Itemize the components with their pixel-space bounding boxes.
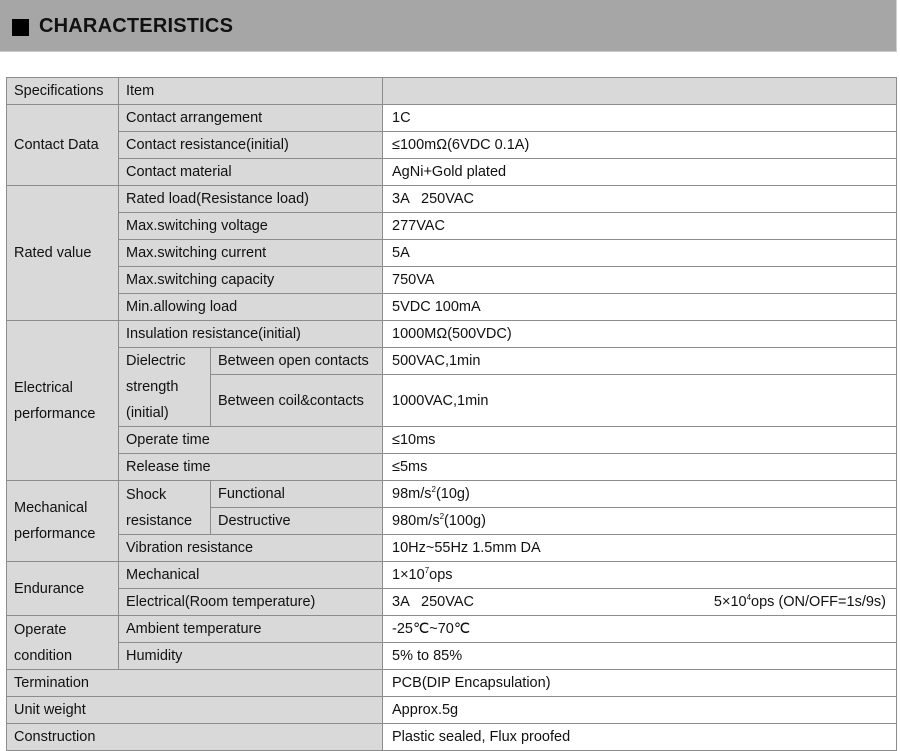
characteristics-table <box>6 77 897 751</box>
square-bullet-icon <box>12 19 29 36</box>
item-value: AgNi+Gold plated <box>383 159 897 186</box>
item-value: 500VAC,1min <box>383 348 897 375</box>
header-specifications: Specifications <box>7 78 119 105</box>
item-label: Rated load(Resistance load) <box>119 186 383 213</box>
item-label: Max.switching capacity <box>119 267 383 294</box>
group-electrical-performance <box>7 321 119 481</box>
group-line: performance <box>14 526 96 542</box>
item-label: Contact arrangement <box>119 105 383 132</box>
table-row <box>7 348 897 375</box>
section-header <box>0 0 897 52</box>
item-value: 277VAC <box>383 213 897 240</box>
item-value: 5% to 85% <box>383 643 897 670</box>
item-label: Mechanical <box>119 562 383 589</box>
table-row <box>7 294 897 321</box>
item-label: Ambient temperature <box>119 616 383 643</box>
table-header-row <box>7 78 897 105</box>
item-label: Max.switching current <box>119 240 383 267</box>
table-row <box>7 535 897 562</box>
shock-resistance-label <box>119 481 211 535</box>
label-line: Shock <box>126 486 167 503</box>
value-superscript: 7 <box>424 566 430 575</box>
item-label: Functional <box>211 481 383 508</box>
value-part: ops (ON/OFF=1s/9s) <box>751 594 886 610</box>
value-part: 98m/s <box>392 486 432 502</box>
table-row <box>7 670 897 697</box>
label-line: (initial) <box>126 405 169 421</box>
group-mechanical-performance <box>7 481 119 562</box>
group-contact-data: Contact Data <box>7 105 119 186</box>
table-row <box>7 454 897 481</box>
item-value: 5VDC 100mA <box>383 294 897 321</box>
value-part: 1×10 <box>392 567 425 583</box>
item-value <box>383 481 897 508</box>
item-value: 1000VAC,1min <box>383 375 897 427</box>
item-label: Destructive <box>211 508 383 535</box>
table-row <box>7 724 897 751</box>
item-value: PCB(DIP Encapsulation) <box>383 670 897 697</box>
table-row <box>7 562 897 589</box>
value-part: (100g) <box>444 513 486 529</box>
table-row <box>7 643 897 670</box>
item-label: Release time <box>119 454 383 481</box>
group-line: condition <box>14 647 73 664</box>
item-value: ≤10ms <box>383 427 897 454</box>
table-row <box>7 321 897 348</box>
item-value: 5A <box>383 240 897 267</box>
item-label: Contact resistance(initial) <box>119 132 383 159</box>
value-part: 5×10 <box>713 594 747 610</box>
table-row <box>7 213 897 240</box>
item-label: Unit weight <box>7 697 383 724</box>
value-part: (10g) <box>435 486 470 502</box>
label-line: Dielectric <box>126 353 186 369</box>
header-value <box>383 78 897 105</box>
group-line: Operate <box>14 621 67 638</box>
item-label: Vibration resistance <box>119 535 383 562</box>
value-part: 980m/s <box>392 513 440 529</box>
item-value: 1C <box>383 105 897 132</box>
table-row <box>7 616 897 643</box>
item-label: Electrical(Room temperature) <box>119 589 383 616</box>
table-row <box>7 105 897 132</box>
header-item: Item <box>119 78 383 105</box>
table-row <box>7 159 897 186</box>
item-value: Plastic sealed, Flux proofed <box>383 724 897 751</box>
item-label: Operate time <box>119 427 383 454</box>
item-label: Between open contacts <box>211 348 383 375</box>
item-label: Contact material <box>119 159 383 186</box>
value-part: ops <box>429 567 453 583</box>
table-row <box>7 186 897 213</box>
item-label: Insulation resistance(initial) <box>119 321 383 348</box>
table-row <box>7 267 897 294</box>
item-label: Max.switching voltage <box>119 213 383 240</box>
item-value <box>383 508 897 535</box>
table-row <box>7 427 897 454</box>
item-value: 1000MΩ(500VDC) <box>383 321 897 348</box>
item-value: 10Hz~55Hz 1.5mm DA <box>383 535 897 562</box>
item-value: -25℃~70℃ <box>383 616 897 643</box>
value-superscript: 2 <box>431 485 436 494</box>
label-line: resistance <box>126 512 193 529</box>
group-line: Electrical <box>14 379 73 396</box>
group-line: performance <box>14 405 96 422</box>
table-row <box>7 240 897 267</box>
label-line: strength <box>126 379 179 395</box>
group-line: Mechanical <box>14 500 88 516</box>
item-value: ≤5ms <box>383 454 897 481</box>
item-label: Humidity <box>119 643 383 670</box>
item-value: ≤100mΩ(6VDC 0.1A) <box>383 132 897 159</box>
value-superscript: 2 <box>439 512 445 521</box>
item-value: 750VA <box>383 267 897 294</box>
item-label: Termination <box>7 670 383 697</box>
item-label: Between coil&contacts <box>211 375 383 427</box>
item-value <box>383 589 897 616</box>
table-row <box>7 481 897 508</box>
dielectric-strength-label <box>119 348 211 427</box>
endurance-ops-value <box>714 589 896 615</box>
item-label: Min.allowing load <box>119 294 383 321</box>
group-endurance: Endurance <box>7 562 119 616</box>
table-row <box>7 697 897 724</box>
table-row <box>7 589 897 616</box>
item-value <box>383 562 897 589</box>
table-row <box>7 132 897 159</box>
item-label: Construction <box>7 724 383 751</box>
item-value: 3A 250VAC <box>383 186 897 213</box>
group-operate-condition <box>7 616 119 670</box>
section-title: CHARACTERISTICS <box>39 15 234 37</box>
value-part: 3A 250VAC <box>392 594 474 610</box>
item-value: Approx.5g <box>383 697 897 724</box>
value-superscript: 4 <box>746 593 752 602</box>
group-rated-value: Rated value <box>7 186 119 321</box>
